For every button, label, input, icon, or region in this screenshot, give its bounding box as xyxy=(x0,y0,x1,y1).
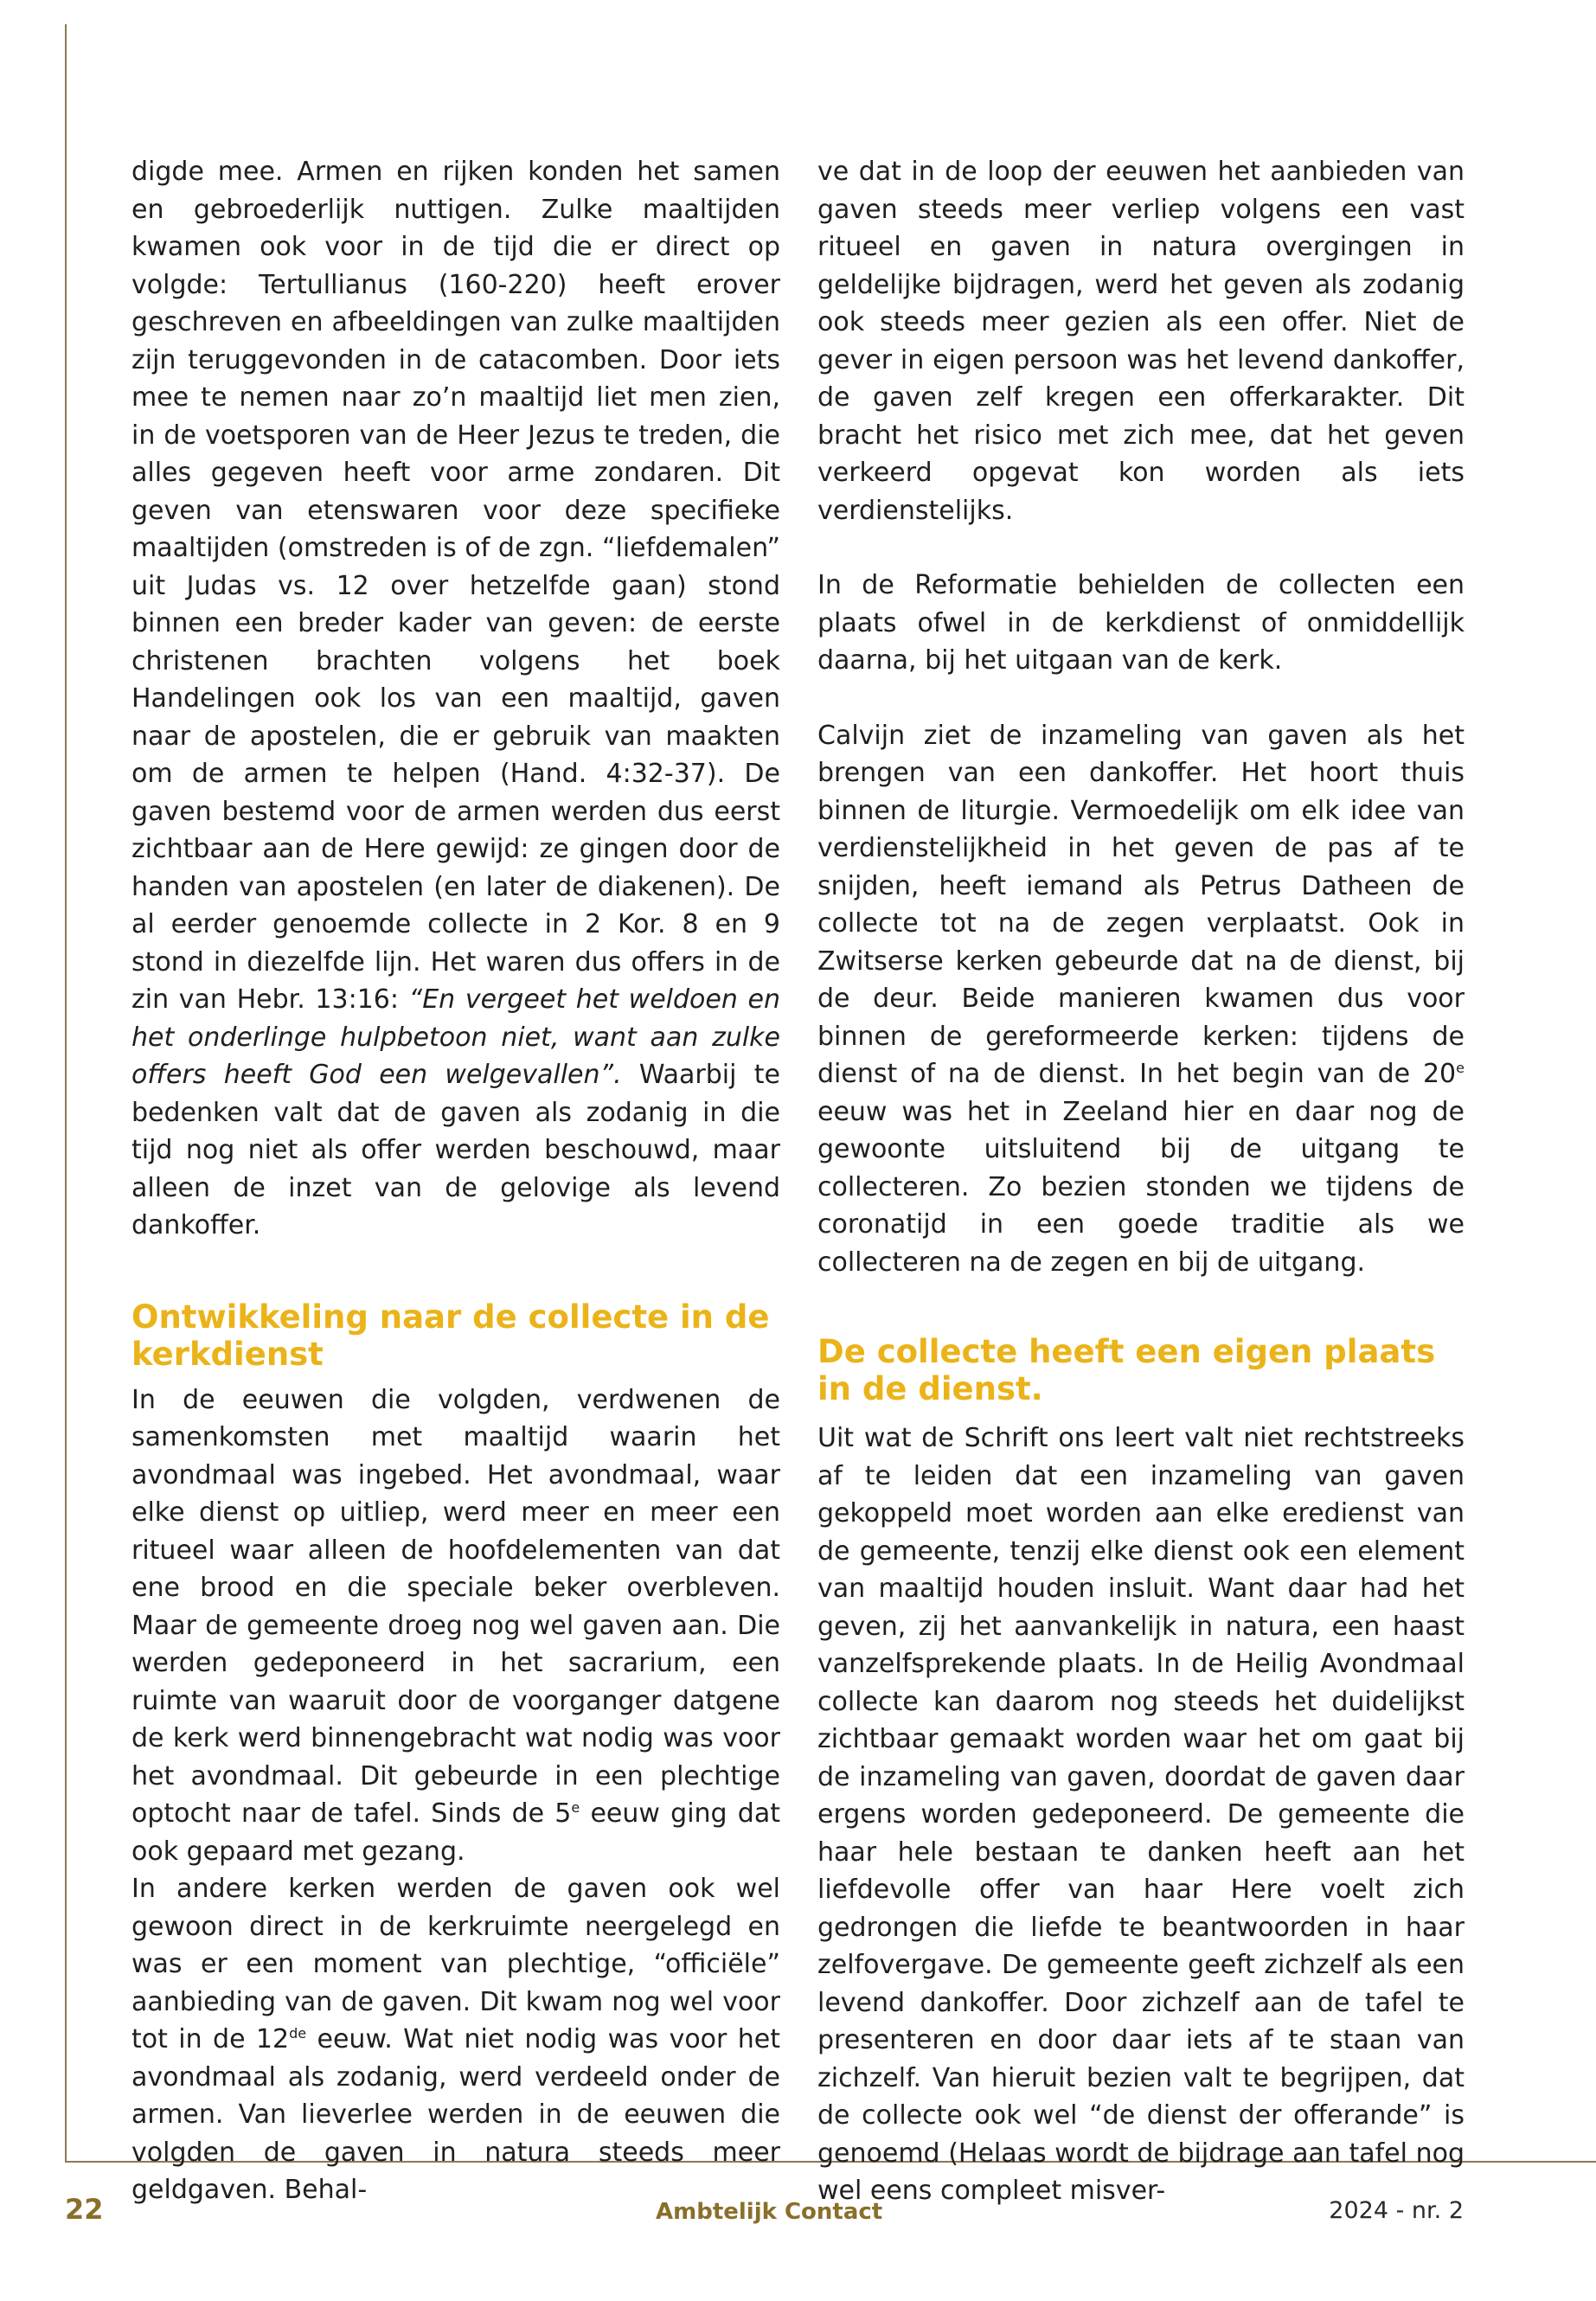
paragraph-text: eeuw was het in Zeeland hier en daar nog de gewoonte uitsluitend bij de uitgang te collecteren. Zo bezien stonden we tijdens de coronatijd in een goede traditie als we collecteren na de zegen en bij de uitgang. xyxy=(817,1096,1465,1278)
paragraph: Uit wat de Schrift ons leert valt niet rechtstreeks af te leiden dat een inzameling van gaven gekoppeld moet worden aan elke eredienst van de gemeente, tenzij elke dienst ook een element van maaltijd houden insluit. Want daar had het geven, zij het aanvankelijk in natura, een haast vanzelfsprekende plaats. In de Heilig Avondmaal collecte kan daarom nog steeds het duidelijkst zichtbaar gemaakt worden waar het om gaat bij de inzameling van gaven, doordat de gaven daar ergens worden gedeponeerd. De gemeente die haar hele bestaan te danken heeft aan het liefdevolle offer van haar Here voelt zich gedrongen die liefde te beantwoorden in haar zelfovergave. De gemeente geeft zichzelf als een levend dankoffer. Door zichzelf aan de tafel te presenteren en door daar iets af te staan van zichzelf. Van hieruit bezien valt te begrijpen, dat de collecte ook wel “de dienst der offerande” is genoemd (Helaas wordt de bijdrage aan tafel nog wel eens compleet misver- xyxy=(817,1423,1465,2206)
vertical-rule xyxy=(65,24,67,2163)
superscript: e xyxy=(571,1799,580,1816)
issue-label: 2024 - nr. 2 xyxy=(1329,2197,1464,2224)
right-column xyxy=(817,153,1465,2210)
paragraph-text: In andere kerken werden de gaven ook wel gewoon direct in de kerkruimte neergelegd en was er een moment van plechtige, “officiële” aanbieding van de gaven. Dit kwam nog wel voor tot in de 12 xyxy=(131,1874,780,2054)
paragraph: ve dat in de loop der eeuwen het aanbieden van gaven steeds meer verliep volgens een vast ritueel en gaven in natura overgingen in geldelijke bijdragen, werd het geven als zodanig ook steeds meer gezien als een offer. Niet de gever in eigen persoon was het levend dankoffer, de gaven zelf kregen een offerkarakter. Dit bracht het risico met zich mee, dat het geven verkeerd opgevat kon worden als iets verdienstelijks. xyxy=(817,157,1465,526)
paragraph-text: eeuw. Wat niet nodig was voor het avondmaal als zodanig, werd verdeeld onder de armen. Van lieverlee werden in de eeuwen die volgden de gaven in natura steeds meer geldgaven. Behal- xyxy=(131,2024,780,2205)
paragraph xyxy=(131,153,780,1245)
superscript: de xyxy=(289,2025,307,2041)
paragraph: In de Reformatie behielden de collecten een plaats ofwel in de kerkdienst of onmiddellijk daarna, bij het uitgaan van de kerk. xyxy=(817,570,1465,676)
paragraph xyxy=(131,1870,780,2209)
paragraph-text: In de eeuwen die volgden, verdwenen de samenkomsten met maaltijd waarin het avondmaal was ingebed. Het avondmaal, waar elke dienst op uitliep, werd meer en meer een ritueel waar alleen de hoofdelementen van dat ene brood en die speciale beker overbleven. Maar de gemeente droeg nog wel gaven aan. Die werden gedeponeerd in het sacrarium, een ruimte van waaruit door de voorganger datgene de kerk werd binnengebracht wat nodig was voor het avondmaal. Dit gebeurde in een plechtige optocht naar de tafel. Sinds de 5 xyxy=(131,1384,780,1829)
magazine-title: Ambtelijk Contact xyxy=(656,2199,883,2225)
paragraph-text: eeuw ging dat ook gepaard met gezang. xyxy=(131,1798,780,1867)
paragraph xyxy=(817,717,1465,1282)
section-heading: Ontwikkeling naar de collecte in de kerkdienst xyxy=(131,1298,770,1373)
section-heading: De collecte heeft een eigen plaats in de dienst. xyxy=(817,1333,1436,1407)
paragraph-text: Calvijn ziet de inzameling van gaven als het brengen van een dankoffer. Het hoort thuis binnen de liturgie. Vermoedelijk om elk idee van verdienstelijkheid in het geven de pas af te snijden, heeft iemand als Petrus Datheen de collecte tot na de zegen verplaatst. Ook in Zwitserse kerken gebeurde dat na de dienst, bij de deur. Beide manieren kwamen dus voor binnen de gereformeerde kerken: tijdens de dienst of na de dienst. In het begin van de 20 xyxy=(817,720,1465,1089)
paragraph-text: Waarbij te bedenken valt dat de gaven als zodanig in die tijd nog niet als offer werden beschouwd, maar alleen de inzet van de gelovige als levend dankoffer. xyxy=(131,1060,780,1240)
page-number: 22 xyxy=(65,2193,104,2226)
paragraph xyxy=(131,1381,780,1871)
paragraph-text: digde mee. Armen en rijken konden het samen en gebroederlijk nuttigen. Zulke maaltijden kwamen ook voor in de tijd die er direct op volgde: Tertullianus (160-220) heeft erover geschreven en afbeeldingen van zulke maaltijden zijn teruggevonden in de catacomben. Door iets mee te nemen naar zo’n maaltijd liet men zien, in de voetsporen van de Heer Jezus te treden, die alles gegeven heeft voor arme zondaren. Dit geven van etenswaren voor deze specifieke maaltijden (omstreden is of de zgn. “liefdemalen” uit Judas vs. 12 over hetzelfde gaan) stond binnen een breder kader van geven: de eerste christenen brachten volgens het boek Handelingen ook los van een maaltijd, gaven naar de apostelen, die er gebruik van maakten om de armen te helpen (Hand. 4:32-37). De gaven bestemd voor de armen werden dus eerst zichtbaar aan de Here gewijd: ze gingen door de handen van apostelen (en later de diakenen). De al eerder genoemde collecte in 2 Kor. 8 en 9 stond in diezelfde lijn. Het waren dus offers in de zin van Hebr. 13:16: xyxy=(131,157,780,1015)
left-column xyxy=(131,153,780,2209)
superscript: e xyxy=(1456,1060,1465,1076)
scripture-quote: “En vergeet het weldoen en het onderlinge hulpbetoon niet, want aan zulke offers heeft God een welgevallen”. xyxy=(131,984,780,1090)
